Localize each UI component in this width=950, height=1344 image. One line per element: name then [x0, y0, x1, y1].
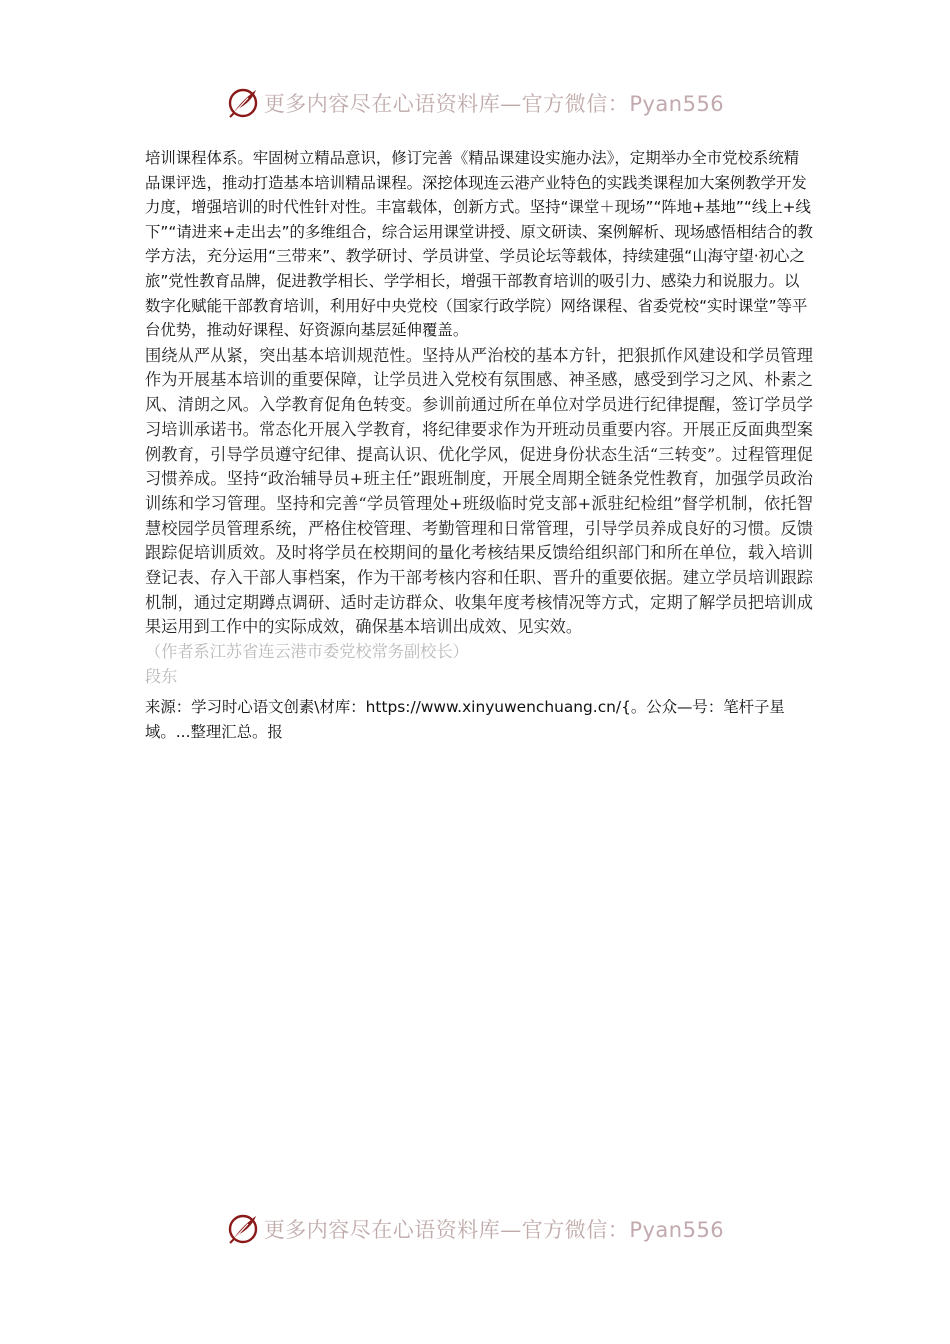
source-line: 来源：学习时心语文创素\材库：https://www.xinyuwenchuang.cn/{。公众—号：笔杆子星域。...整理汇总。报: [145, 698, 785, 741]
banner-wechat-id: Pyan556: [629, 92, 725, 116]
paragraph-1: 培训课程体系。牢固树立精品意识，修订完善《精品课建设实施办法》，定期举办全市党校系统精品课评选，推动打造基本培训精品课程。深挖体现连云港产业特色的实践类课程加大案例教学开发力度，增强培训的时代性针对性。丰富载体，创新方式。坚持“课堂＋现场”“阵地+基地”“线上+线下”“请进来+走出去”的多维组合，综合运用课堂讲授、原文研读、案例解析、现场感悟相结合的教学方法，充分运用“三带来”、教学研讨、学员讲堂、学员论坛等载体，持续建强“山海守望·初心之旅”党性教育品牌，促进教学相长、学学相长，增强干部教育培训的吸引力、感染力和说服力。以数字化赋能干部教育培训，利用好中央党校（国家行政学院）网络课程、省委党校“实时课堂”等平台优势，推动好课程、好资源向基层延伸覆盖。: [145, 149, 813, 340]
author-note: （作者系江苏省连云港市委党校常务副校长）: [145, 642, 469, 662]
banner-text: 更多内容尽在心语资料库—官方微信：Pyan556: [263, 92, 725, 116]
header-watermark-banner: [0, 83, 950, 123]
paragraph-2: 围绕从严从紧，突出基本培训规范性。坚持从严治校的基本方针，把狠抓作风建设和学员管理作为开展基本培训的重要保障，让学员进入党校有氛围感、神圣感，感受到学习之风、朴素之风、清朗之风。入学教育促角色转变。参训前通过所在单位对学员进行纪律提醒，签订学员学习培训承诺书。常态化开展入学教育，将纪律要求作为开班动员重要内容。开展正反面典型案例教育，引导学员遵守纪律、提高认识、优化学风，促进身份状态生活“三转变”。过程管理促习惯养成。坚持“政治辅导员+班主任”跟班制度，开展全周期全链条党性教育，加强学员政治训练和学习管理。坚持和完善“学员管理处+班级临时党支部+派驻纪检组”督学机制，依托智慧校园学员管理系统，严格住校管理、考勤管理和日常管理，引导学员养成良好的习惯。反馈跟踪促培训质效。及时将学员在校期间的量化考核结果反馈给组织部门和所在单位，载入培训登记表、存入干部人事档案，作为干部考核内容和任职、晋升的重要依据。建立学员培训跟踪机制，通过定期蹲点调研、适时走访群众、收集年度考核情况等方式，定期了解学员把培训成果运用到工作中的实际成效，确保基本培训出成效、见实效。: [145, 345, 813, 637]
banner-wechat-id: Pyan556: [629, 1218, 725, 1242]
pen-feather-logo-icon: [226, 86, 260, 120]
pen-feather-logo-icon: [226, 1212, 260, 1246]
banner-text: 更多内容尽在心语资料库—官方微信：Pyan556: [263, 1218, 725, 1242]
footer-watermark-banner: [0, 1209, 950, 1249]
article-body: [145, 146, 813, 744]
author-name: 段东: [145, 666, 178, 686]
